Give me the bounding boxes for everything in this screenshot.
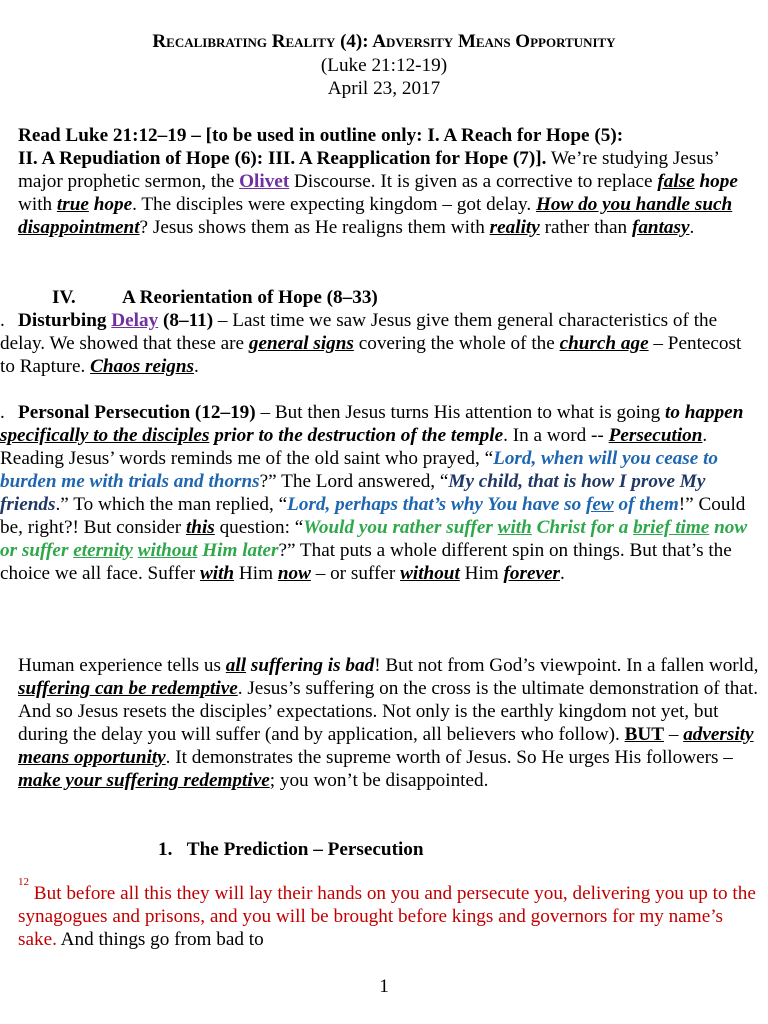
olivet-link: Olivet (239, 171, 290, 192)
item-text: ?” That puts a whole different spin on things. But that’s the choice we all face. Suffer (0, 540, 732, 584)
item-disturbing-delay (0, 309, 760, 378)
para-text: . Jesus’s suffering on the cross is the ultimate demonstration of that. And so Jesus resets the disciples’ expectations. Not only is the earthly kingdom not yet, but during the delay you will suffer (and by application, all believers who follow). (18, 678, 759, 745)
document-title: Recalibrating Reality (4): Adversity Means Opportunity (152, 31, 616, 52)
item-text: – But then Jesus turns His attention to what is going (255, 402, 665, 423)
emphasis-reality: reality (489, 217, 540, 238)
quote-answer: My child, that is how I prove My friends (0, 471, 706, 515)
item-text: ?” The Lord answered, “ (259, 471, 449, 492)
item-personal-persecution (0, 401, 760, 585)
item-bullet: . (0, 310, 5, 331)
quote-question: Christ for a (531, 517, 634, 538)
section-heading-text: A Reorientation of Hope (8–33) (122, 287, 378, 308)
subheading-number: 1. (158, 839, 173, 860)
quote-reply-few: few (586, 494, 614, 515)
intro-lead-2: II. A Repudiation of Hope (6): III. A Reapplication for Hope (7)]. (18, 148, 547, 169)
emphasis-fantasy: fantasy (631, 217, 690, 238)
delay-link: Delay (111, 310, 159, 331)
item-lead: Disturbing (18, 310, 112, 331)
item-ref: (8–11) (158, 310, 214, 331)
item-text: – Pentecost to Rapture. (0, 333, 742, 377)
quote-question-brief: brief time (633, 517, 710, 538)
scripture-verse (18, 876, 760, 951)
emphasis-adversity: adversity means opportunity (18, 724, 754, 768)
suffering-paragraph (18, 654, 760, 792)
item-text: Him (459, 563, 504, 584)
quote-reply: Lord, perhaps that’s why You have so (287, 494, 586, 515)
emphasis-persecution: Persecution (608, 425, 703, 446)
subheading-prediction (158, 838, 424, 861)
emphasis-redemptive: suffering can be redemptive (18, 678, 238, 699)
scripture-reference: (Luke 21:12-19) (320, 55, 448, 76)
emphasis-prior: prior to the destruction of the temple (209, 425, 504, 446)
verse-tail-text: And things go from bad to (56, 929, 264, 950)
item-text: .” To which the man replied, “ (55, 494, 288, 515)
intro-text: We’re studying Jesus’ major prophetic sermon, the (18, 148, 719, 192)
para-text: ; you won’t be disappointed. (269, 770, 489, 791)
item-text: . Reading Jesus’ words reminds me of the old saint who prayed, “ (0, 425, 708, 469)
item-text: . In a word -- (503, 425, 609, 446)
para-text: Human experience tells us (18, 655, 226, 676)
intro-line-1 (18, 124, 760, 147)
item-text: – Last time we saw Jesus give them general characteristics of the delay. We showed that these are (0, 310, 718, 354)
quote-question-with: with (497, 517, 532, 538)
emphasis-hope: hope (93, 194, 133, 215)
emphasis-hope: hope (699, 171, 738, 192)
emphasis-disappointment: How do you handle such disappointment (18, 194, 733, 238)
emphasis-make-redemptive: make your suffering redemptive (18, 770, 270, 791)
para-text: ! But not from God’s viewpoint. In a fallen world, (374, 655, 759, 676)
intro-text: . (689, 217, 695, 238)
item-text: !” Could be, right?! But consider (0, 494, 746, 538)
intro-text: ? Jesus shows them as He realigns them with (139, 217, 490, 238)
item-text: covering the whole of the (353, 333, 560, 354)
intro-text: Discourse. It is given as a corrective to replace (289, 171, 658, 192)
quote-question-eternity: eternity (73, 540, 133, 561)
emphasis-forever: forever (503, 563, 560, 584)
emphasis-without: without (400, 563, 460, 584)
quote-reply: of them (613, 494, 679, 515)
quote-prayer: Lord, when will you cease to burden me with trials and thorns (0, 448, 719, 492)
emphasis-false: false (657, 171, 695, 192)
item-bullet: . (0, 402, 5, 423)
intro-text: with (18, 194, 57, 215)
item-text: question: “ (214, 517, 304, 538)
page-number: 1 (379, 976, 389, 997)
emphasis-with: with (199, 563, 235, 584)
intro-paragraph (18, 147, 760, 239)
emphasis-specifically: specifically to the disciples (0, 425, 210, 446)
subheading-text: The Prediction – Persecution (186, 839, 424, 860)
emphasis-happen: to happen (665, 402, 744, 423)
emphasis-now: now (277, 563, 311, 584)
item-text: – or suffer (310, 563, 401, 584)
emphasis-but: BUT (624, 724, 665, 745)
emphasis-this: this (185, 517, 215, 538)
intro-text: rather than (539, 217, 632, 238)
emphasis-all: all (225, 655, 247, 676)
emphasis-church-age: church age (559, 333, 649, 354)
quote-question-without: without (137, 540, 198, 561)
item-text: . (194, 356, 199, 377)
emphasis-chaos: Chaos reigns (90, 356, 195, 377)
emphasis-true: true (56, 194, 89, 215)
section-iv-heading (52, 286, 378, 309)
quote-question: now or suffer (0, 517, 748, 561)
emphasis-bad: suffering is bad (246, 655, 375, 676)
intro-text: . The disciples were expecting kingdom – got delay. (132, 194, 536, 215)
section-numeral: IV. (52, 287, 76, 308)
quote-question: Him later (197, 540, 279, 561)
item-text: Him (234, 563, 278, 584)
sermon-date: April 23, 2017 (327, 78, 441, 99)
para-text: – (664, 724, 684, 745)
emphasis-general-signs: general signs (248, 333, 354, 354)
verse-text: But before all this they will lay their hands on you and persecute you, delivering you up to the synagogues and prisons, and you will be brought before kings and governors for my name’s sake. (18, 883, 756, 950)
item-text: . (559, 563, 565, 584)
verse-number: 12 (18, 876, 29, 888)
quote-question: Would you rather suffer (303, 517, 498, 538)
intro-lead: Read Luke 21:12–19 – [to be used in outline only: I. A Reach for Hope (5): (18, 125, 624, 146)
para-text: . It demonstrates the supreme worth of Jesus. So He urges His followers – (165, 747, 733, 768)
item-lead: Personal Persecution (12–19) (18, 402, 256, 423)
